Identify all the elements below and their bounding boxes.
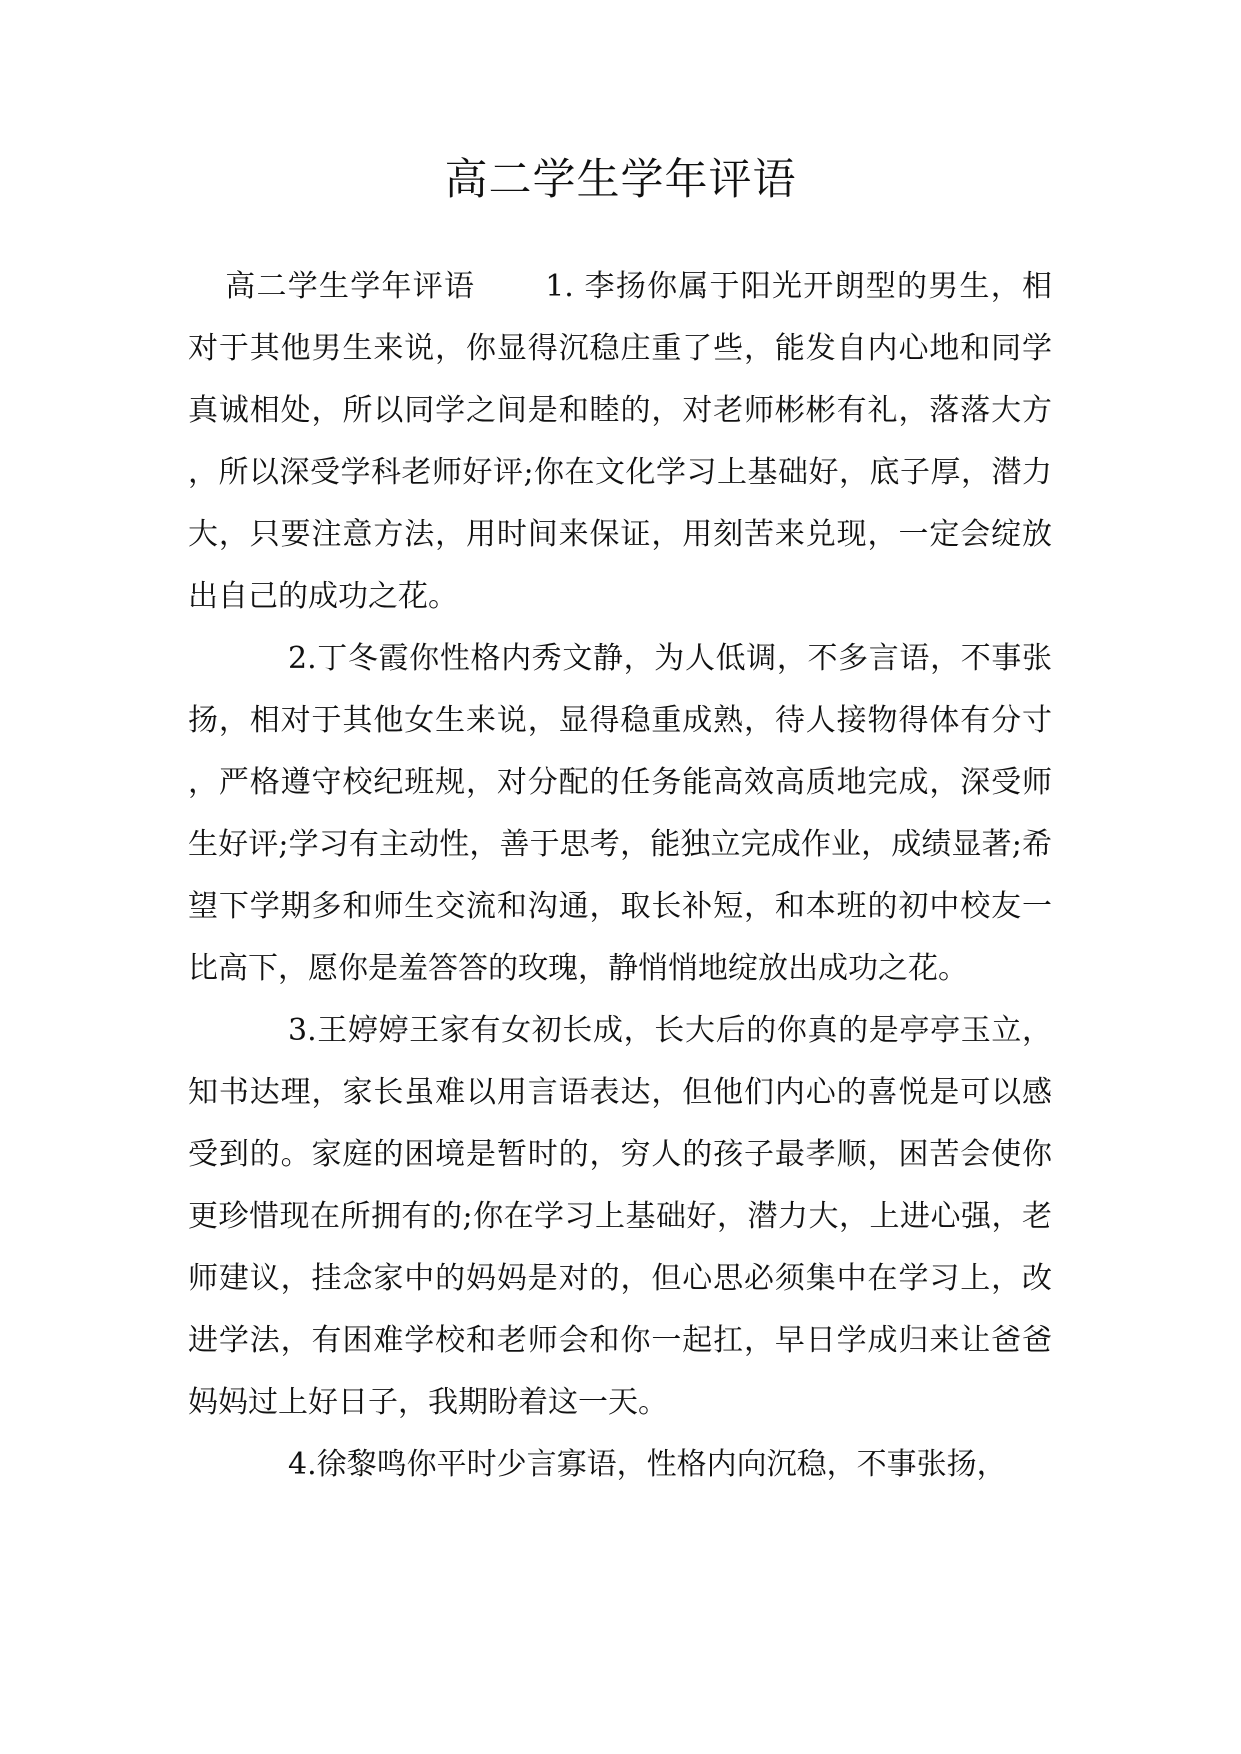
paragraph-3: 3.王婷婷王家有女初长成，长大后的你真的是亭亭玉立，知书达理，家长虽难以用言语表达，但他们内心的喜悦是可以感受到的。家庭的困境是暂时的，穷人的孩子最孝顺，困苦会使你更珍惜现在所拥有的;你在学习上基础好，潜力大，上进心强，老师建议，挂念家中的妈妈是对的，但心思必须集中在学习上，改进学法，有困难学校和老师会和你一起扛，早日学成归来让爸爸妈妈过上好日子，我期盼着这一天。	[188, 1013, 1052, 1420]
paragraph-4: 4.徐黎鸣你平时少言寡语，性格内向沉稳，不事张扬，	[288, 1447, 1007, 1482]
paragraph-2: 2.丁冬霞你性格内秀文静，为人低调，不多言语，不事张扬，相对于其他女生来说，显得稳重成熟，待人接物得体有分寸，严格遵守校纪班规，对分配的任务能高效高质地完成，深受师生好评;学习有主动性，善于思考，能独立完成作业，成绩显著;希望下学期多和师生交流和沟通，取长补短，和本班的初中校友一比高下，愿你是羞答答的玫瑰，静悄悄地绽放出成功之花。	[188, 641, 1052, 986]
paragraph-lead-heading: 高二学生学年评语	[224, 269, 476, 304]
paragraph-1	[188, 256, 1052, 628]
paragraph-text: 1. 李扬你属于阳光开朗型的男生，相对于其他男生来说，你显得沉稳庄重了些，能发自内心地和同学真诚相处，所以同学之间是和睦的，对老师彬彬有礼，落落大方，所以深受学科老师好评;你在文化学习上基础好，底子厚，潜力大，只要注意方法，用时间来保证，用刻苦来兑现，一定会绽放出自己的成功之花。	[188, 269, 1052, 614]
document-title: 高二学生学年评语	[444, 155, 797, 205]
document-body	[188, 256, 1052, 1496]
